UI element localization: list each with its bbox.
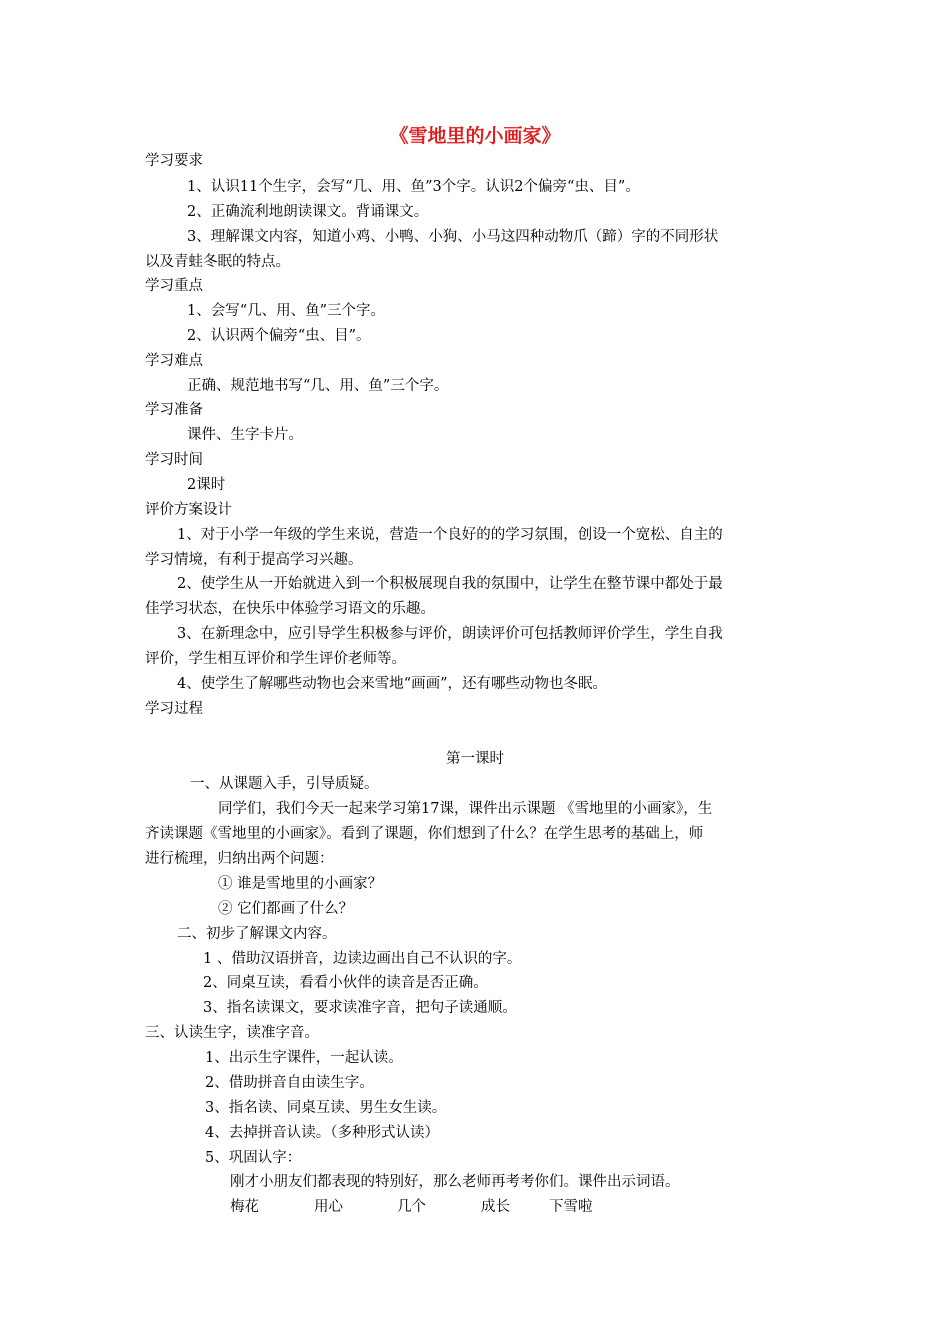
evaluation-line: 4、使学生了解哪些动物也会来雪地“画画”，还有哪些动物也冬眠。	[177, 676, 608, 692]
part-heading: 三、认读生字，读准字音。	[145, 1025, 319, 1041]
key-point-item: 2、认识两个偏旁“虫、目”。	[187, 328, 371, 344]
time-text: 2课时	[187, 477, 226, 493]
section-heading-key-points: 学习重点	[145, 278, 203, 294]
paragraph-line: 齐读课题《雪地里的小画家》。看到了课题，你们想到了什么？在学生思考的基础上，师	[145, 826, 704, 842]
question-item: ① 谁是雪地里的小画家？	[218, 876, 383, 892]
key-point-item: 1、会写“几、用、鱼”三个字。	[187, 303, 386, 319]
requirement-item-continued: 以及青蛙冬眠的特点。	[145, 254, 290, 270]
question-item: ② 它们都画了什么？	[218, 901, 354, 917]
part-heading: 一、从课题入手，引导质疑。	[190, 776, 379, 792]
word-item: 梅花	[230, 1199, 259, 1215]
section-heading-requirements: 学习要求	[145, 153, 203, 169]
section-heading-difficulties: 学习难点	[145, 353, 203, 369]
part-heading: 二、初步了解课文内容。	[177, 926, 337, 942]
preparation-text: 课件、生字卡片。	[187, 427, 303, 443]
document-title: 《雪地里的小画家》	[389, 125, 561, 147]
lesson-heading: 第一课时	[446, 751, 504, 767]
requirement-item: 2、正确流利地朗读课文。背诵课文。	[187, 204, 429, 220]
part-item: 1 、借助汉语拼音，边读边画出自己不认识的字。	[203, 951, 522, 967]
part-item: 2、同桌互读，看看小伙伴的读音是否正确。	[203, 975, 488, 991]
section-heading-preparation: 学习准备	[145, 402, 203, 418]
part-item: 3、指名读、同桌互读、男生女生读。	[205, 1100, 447, 1116]
word-item: 下雪啦	[549, 1199, 593, 1215]
part-item: 1、出示生字课件，一起认读。	[205, 1050, 403, 1066]
evaluation-line: 学习情境，有利于提高学习兴趣。	[145, 552, 363, 568]
paragraph-line: 刚才小朋友们都表现的特别好，那么老师再考考你们。课件出示词语。	[230, 1174, 680, 1190]
word-item: 成长	[481, 1199, 510, 1215]
evaluation-line: 3、在新理念中，应引导学生积极参与评价，朗读评价可包括教师评价学生，学生自我	[177, 626, 723, 642]
section-heading-process: 学习过程	[145, 701, 203, 717]
evaluation-line: 2、使学生从一开始就进入到一个积极展现自我的氛围中，让学生在整节课中都处于最	[177, 576, 723, 592]
part-item: 4、去掉拼音认读。（多种形式认读）	[205, 1125, 439, 1141]
part-item: 2、借助拼音自由读生字。	[205, 1075, 374, 1091]
word-item: 用心	[314, 1199, 343, 1215]
difficulty-text: 正确、规范地书写“几、用、鱼”三个字。	[187, 378, 449, 394]
word-item: 几个	[397, 1199, 426, 1215]
section-heading-evaluation: 评价方案设计	[145, 502, 232, 518]
evaluation-line: 佳学习状态，在快乐中体验学习语文的乐趣。	[145, 601, 435, 617]
paragraph-line: 进行梳理，归纳出两个问题：	[145, 851, 334, 867]
evaluation-line: 评价，学生相互评价和学生评价老师等。	[145, 651, 406, 667]
paragraph-line: 同学们，我们今天一起来学习第17课，课件出示课题 《雪地里的小画家》，生	[218, 801, 713, 817]
part-item: 3、指名读课文，要求读准字音，把句子读通顺。	[203, 1000, 517, 1016]
requirement-item: 1、认识11个生字，会写“几、用、鱼”3个字。认识2个偏旁“虫、目”。	[187, 179, 640, 195]
requirement-item: 3、理解课文内容，知道小鸡、小鸭、小狗、小马这四种动物爪（蹄）字的不同形状	[187, 229, 719, 245]
section-heading-time: 学习时间	[145, 452, 203, 468]
part-item: 5、巩固认字：	[205, 1150, 302, 1166]
evaluation-line: 1、对于小学一年级的学生来说，营造一个良好的的学习氛围，创设一个宽松、自主的	[177, 527, 723, 543]
